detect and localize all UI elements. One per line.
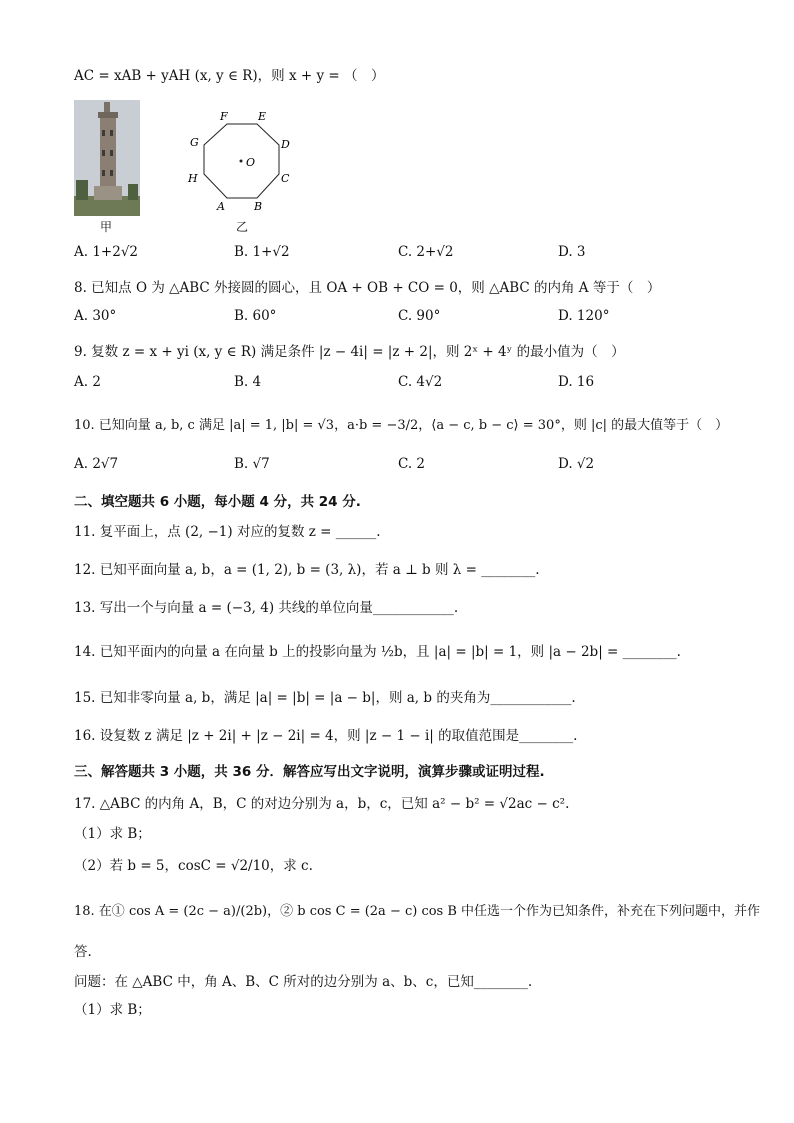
q9-option-b: B. 4 [234,374,262,390]
vertex-label-b: B [254,200,263,213]
section-3-heading: 三、解答题共 3 小题，共 36 分．解答应写出文字说明，演算步骤或证明过程. [74,764,545,780]
q10-option-d: D. √2 [558,456,595,472]
question-8: 8. 已知点 O 为 △ABC 外接圆的圆心，且 OA + OB + CO = 0，则 △ABC 的内角 A 等于（ ） [74,280,661,296]
vertex-label-e: E [258,110,267,123]
question-18-part-1: （1）求 B； [74,1002,151,1018]
tower-photo [74,100,140,216]
question-18: 18. 在① cos A = (2c − a)/(2b)，② b cos C = (2a − c) cos B 中任选一个作为已知条件，补充在下列问题中，并作 [74,904,761,919]
q9-option-d: D. 16 [558,374,595,390]
q10-option-c: C. 2 [398,456,426,472]
question-13: 13. 写出一个与向量 a = (−3, 4) 共线的单位向量____________. [74,600,459,616]
question-16: 16. 设复数 z 满足 |z + 2i| + |z − 2i| = 4，则 |z − 1 − i| 的取值范围是________. [74,728,578,744]
q8-option-b: B. 60° [234,308,277,324]
q7-option-d: D. 3 [558,244,586,260]
question-7-tail: AC = xAB + yAH (x, y ∈ R)，则 x + y = （ ） [74,68,385,84]
question-11: 11. 复平面上，点 (2, −1) 对应的复数 z = ______. [74,524,381,540]
q8-option-d: D. 120° [558,308,610,324]
question-18-problem: 问题：在 △ABC 中，角 A、B、C 所对的边分别为 a、b、c，已知________. [74,974,533,990]
vertex-label-f: F [220,110,228,123]
vertex-label-c: C [281,172,290,185]
q7-option-a: A. 1+2√2 [74,244,139,260]
q9-option-c: C. 4√2 [398,374,443,390]
question-14: 14. 已知平面内的向量 a 在向量 b 上的投影向量为 ½b，且 |a| = |b| = 1，则 |a − 2b| = ________. [74,644,681,660]
question-18-continuation: 答. [74,944,92,960]
question-17-part-1: （1）求 B； [74,826,151,842]
question-10: 10. 已知向量 a, b, c 满足 |a| = 1, |b| = √3，a·b = −3/2，⟨a − c, b − c⟩ = 30°，则 |c| 的最大值等于（ ） [74,418,729,433]
caption-left: 甲 [100,220,113,234]
vertex-label-d: D [281,138,290,151]
tower-image [74,100,140,216]
vertex-label-h: H [188,172,198,185]
vertex-label-g: G [190,136,199,149]
question-12: 12. 已知平面向量 a, b，a = (1, 2), b = (3, λ)，若 a ⊥ b 则 λ = ________. [74,562,540,578]
octagon-diagram [184,110,294,220]
q7-option-b: B. 1+√2 [234,244,290,260]
caption-right: 乙 [236,220,249,234]
q8-option-a: A. 30° [74,308,117,324]
section-2-heading: 二、填空题共 6 小题，每小题 4 分，共 24 分. [74,494,361,510]
vertex-label-o: O [246,156,256,169]
question-17-part-2: （2）若 b = 5，cosC = √2/10，求 c. [74,858,313,874]
q7-option-c: C. 2+√2 [398,244,454,260]
question-17: 17. △ABC 的内角 A，B，C 的对边分别为 a，b，c，已知 a² − b² = √2ac − c². [74,796,570,812]
q10-option-b: B. √7 [234,456,270,472]
q9-option-a: A. 2 [74,374,101,390]
q8-option-c: C. 90° [398,308,441,324]
q10-option-a: A. 2√7 [74,456,119,472]
question-15: 15. 已知非零向量 a, b，满足 |a| = |b| = |a − b|，则 a, b 的夹角为____________. [74,690,576,706]
vertex-label-a: A [217,200,225,213]
question-9: 9. 复数 z = x + yi (x, y ∈ R) 满足条件 |z − 4i| = |z + 2|，则 2ˣ + 4ʸ 的最小值为（ ） [74,344,625,360]
